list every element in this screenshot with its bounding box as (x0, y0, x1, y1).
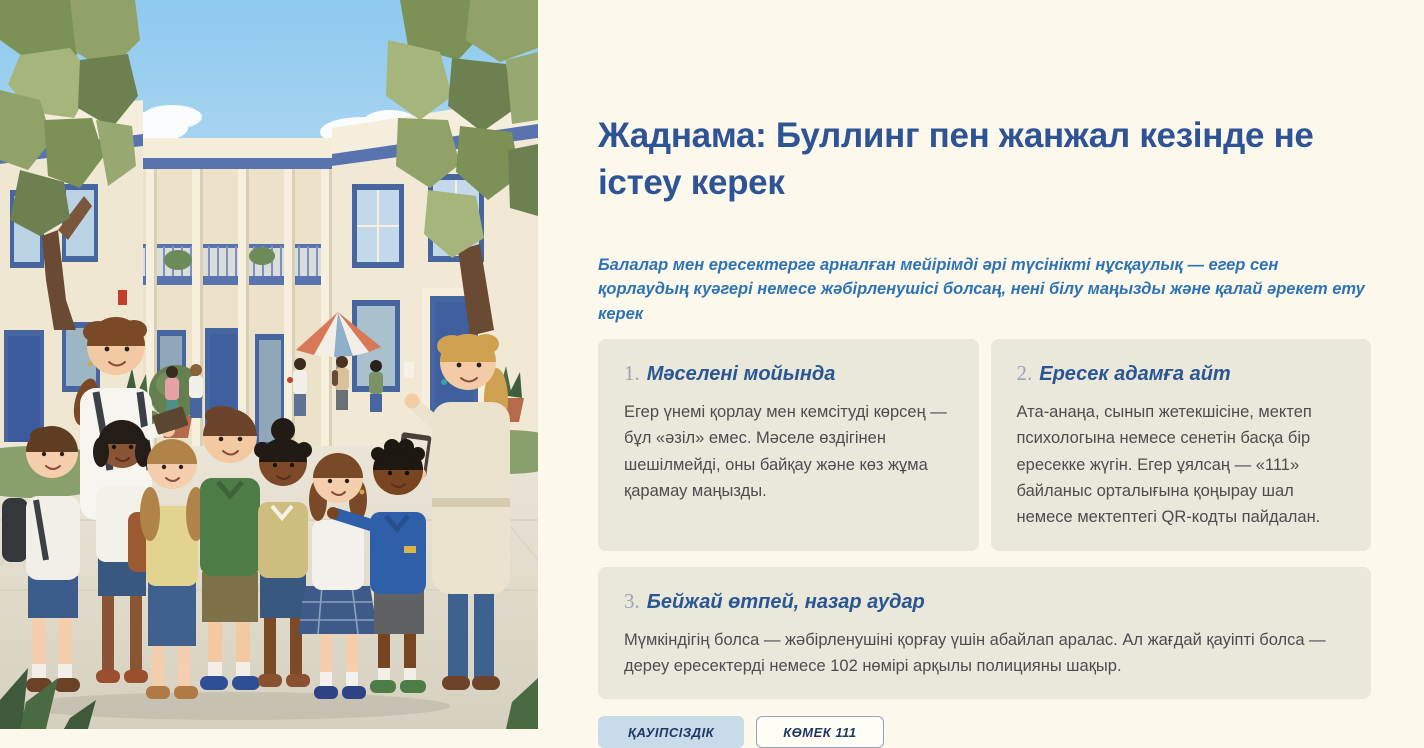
card-heading (1017, 361, 1346, 386)
cards-row (598, 339, 1371, 551)
page-title: Жаднама: Буллинг пен жанжал кезінде не істеу керек (598, 116, 1314, 203)
card-heading (624, 589, 1345, 614)
card-body: Мүмкіндігің болса — жәбірленушіні қорғау үшін абайлап аралас. Ал жағдай қауіпті болса — дереу ересектерді немесе 102 нөмірі арқылы полицияны шақыр. (624, 630, 1326, 676)
card-acknowledge-problem (598, 339, 979, 551)
page-subtitle: Балалар мен ересектерге арналған мейірімді әрі түсінікті нұсқаулық — егер сен қорлаудың куәгері немесе жәбірленушісі болсаң, нені білу маңызды және қалай әрекет ету керек (598, 255, 1365, 323)
card-title: Бейжай өтпей, назар аудар (646, 590, 925, 613)
safety-button[interactable]: ҚАУІПСІЗДІК (598, 716, 744, 748)
content-pane (538, 0, 1424, 740)
school-illustration-svg (0, 0, 538, 729)
card-number: 3. (624, 588, 640, 613)
help-111-button[interactable]: КӨМЕК 111 (756, 716, 883, 748)
buttons-row (598, 716, 1371, 748)
card-body: Егер үнемі қорлау мен кемсітуді көрсең — бұл «әзіл» емес. Мәселе өздігінен шешілмейді, оны байқау және көз жұма қарамау маңызды. (624, 402, 947, 500)
card-title: Ересек адамға айт (1039, 362, 1231, 385)
card-number: 2. (1016, 360, 1033, 385)
card-dont-pass-by (598, 567, 1371, 700)
card-title: Мәселені мойында (646, 362, 836, 385)
card-body: Ата-анаңа, сынып жетекшісіне, мектеп психологына немесе сенетін басқа бір ересекке жүгін. Егер ұялсаң — «111» байланыс орталығына қоңырау шал немесе мектептегі QR-кодты пайдалан. (1016, 402, 1321, 527)
card-heading (624, 361, 953, 386)
card-tell-an-adult (991, 339, 1372, 551)
school-illustration (0, 0, 538, 729)
card-number: 1. (624, 360, 640, 385)
